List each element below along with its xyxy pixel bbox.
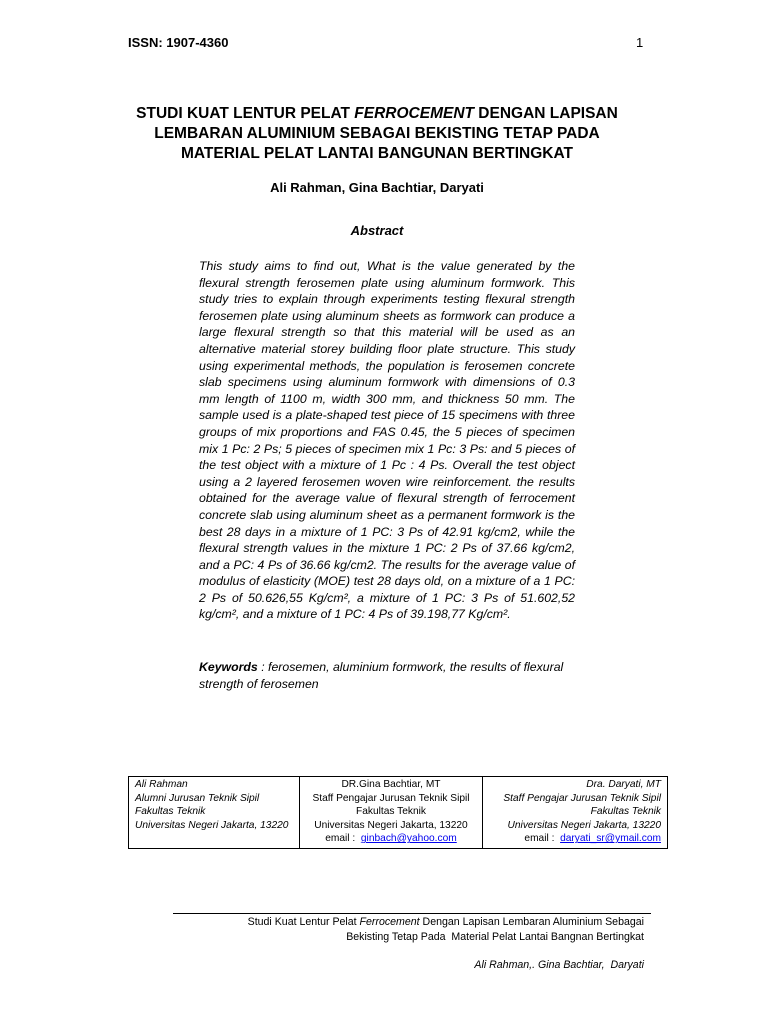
abstract-body: This study aims to find out, What is the value generated by the flexural strength ferosemen plate using aluminum formwork. This study tries to explain through experiments testing flexural strength ferosemen plate using aluminum sheets as formwork can produce a large flexural strength so that this material will be used as an alternative material storey building floor plate structure. This study using experimental methods, the population is ferosemen concrete slab specimens using aluminum formwork with dimensions of 0.3 mm length of 1100 m, width 300 mm, and thickness 50 mm. The sample used is a plate-shaped test piece of 15 specimens with three groups of mix proportions and FAS 0.45, the 5 pieces of specimen mix 1 Pc: 2 Ps; 5 pieces of specimen mix 1 Pc: 3 Ps: and 5 pieces of the test object with a mixture of 1 Pc : 4 Ps. Overall the test object using a 2 layered ferosemen woven wire reinforcement. the results obtained for the average value of flexural strength of ferrocement concrete slab using aluminum sheet as a permanent formwork is the best 28 days in a mixture of 1 PC: 3 Ps of 42.91 kg/cm2, while the flexural strength values in the mixture 1 PC: 2 Ps of 37.66 kg/cm2, and a PC: 4 Ps of 36.66 kg/cm2. The results for the average value of modulus of elasticity (MOE) test 28 days old, on a mixture of a 1 PC: 2 Ps of 50.626,55 Kg/cm², a mixture of 1 PC: 3 Ps of 51.602,52 kg/cm², and a mixture of 1 PC: 4 Ps of 39.198,77 Kg/cm². xyxy=(199,259,575,622)
affiliation-cell-author-2: DR.Gina Bachtiar, MT Staff Pengajar Jurusan Teknik Sipil Fakultas Teknik Universitas Negeri Jakarta, 13220 email : ginbach@yahoo.com xyxy=(300,777,483,849)
footer-authors: Ali Rahman,. Gina Bachtiar, Daryati xyxy=(474,959,644,971)
page-number: 1 xyxy=(636,35,644,50)
title-line-3: MATERIAL PELAT LANTAI BANGUNAN BERTINGKAT xyxy=(180,145,574,162)
keywords-text: : ferosemen, aluminium formwork, the results of flexural strength of ferosemen xyxy=(199,660,564,691)
footer-running-title-2: Bekisting Tetap Pada Material Pelat Lantai Bangnan Bertingkat xyxy=(346,931,644,943)
email-link-gina[interactable]: ginbach@yahoo.com xyxy=(360,833,457,845)
title-italic-term: FERROCEMENT xyxy=(354,105,474,122)
affiliation-row xyxy=(129,777,668,849)
affiliation-cell-author-1: Ali Rahman Alumni Jurusan Teknik Sipil Fakultas Teknik Universitas Negeri Jakarta, 13220 xyxy=(129,777,300,849)
footer-divider xyxy=(173,913,651,914)
affiliation-cell-author-3: Dra. Daryati, MT Staff Pengajar Jurusan Teknik Sipil Fakultas Teknik Universitas Negeri Jakarta, 13220 email : daryati_sr@ymail.com xyxy=(483,777,668,849)
author-list: Ali Rahman, Gina Bachtiar, Daryati xyxy=(270,180,484,195)
title-line-2: LEMBARAN ALUMINIUM SEBAGAI BEKISTING TETAP PADA xyxy=(154,125,600,142)
email-link-daryati[interactable]: daryati_sr@ymail.com xyxy=(560,833,661,845)
footer-running-title-1: Studi Kuat Lentur Pelat Ferrocement Dengan Lapisan Lembaran Aluminium Sebagai xyxy=(247,916,644,928)
keywords-label: Keywords xyxy=(199,660,258,674)
issn-header: ISSN: 1907-4360 xyxy=(128,35,229,50)
abstract-heading: Abstract xyxy=(350,223,404,238)
paper-title xyxy=(110,104,644,164)
keywords xyxy=(199,659,575,692)
title-line-1: STUDI KUAT LENTUR PELAT FERROCEMENT DENGAN LAPISAN xyxy=(136,105,618,122)
affiliation-table xyxy=(128,776,668,849)
